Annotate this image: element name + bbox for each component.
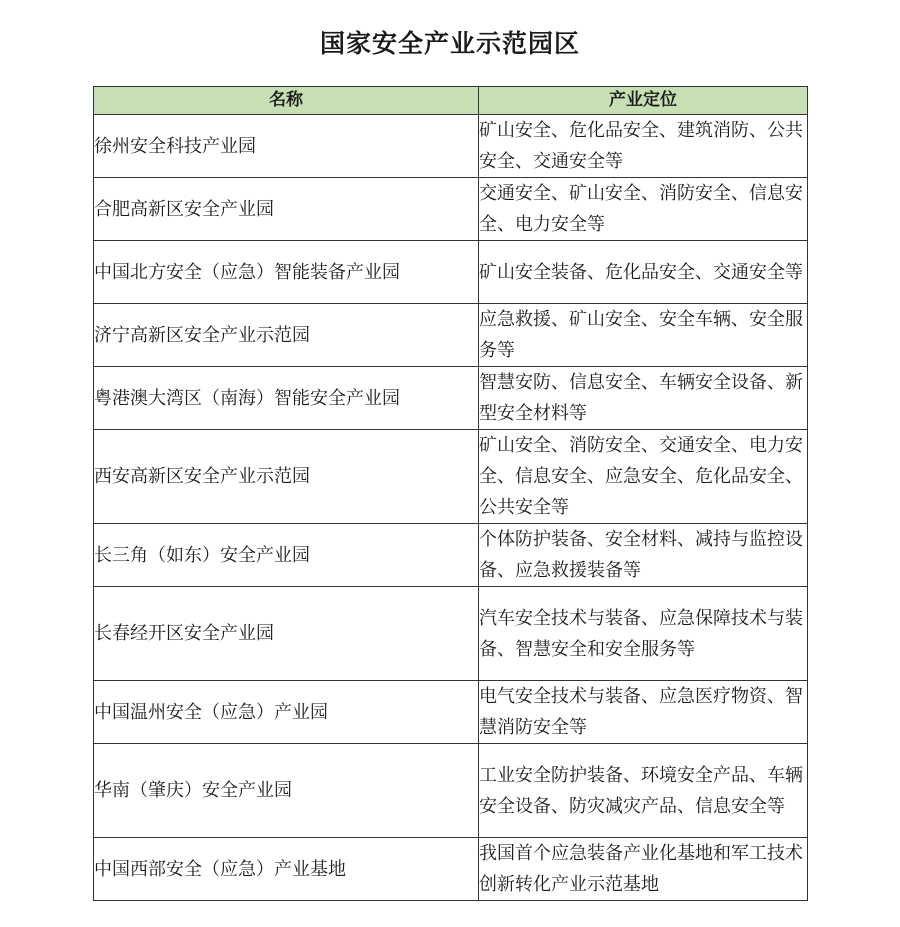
table-row bbox=[94, 367, 808, 430]
park-positioning-cell: 矿山安全、消防安全、交通安全、电力安全、信息安全、应急安全、危化品安全、公共安全等 bbox=[479, 430, 808, 524]
park-positioning-cell: 矿山安全装备、危化品安全、交通安全等 bbox=[479, 241, 808, 304]
park-name-cell: 中国西部安全（应急）产业基地 bbox=[94, 838, 479, 901]
park-name-cell: 徐州安全科技产业园 bbox=[94, 115, 479, 178]
table-row bbox=[94, 241, 808, 304]
park-positioning-cell: 我国首个应急装备产业化基地和军工技术创新转化产业示范基地 bbox=[479, 838, 808, 901]
table-row bbox=[94, 838, 808, 901]
park-name-cell: 华南（肇庆）安全产业园 bbox=[94, 744, 479, 838]
park-positioning-cell: 汽车安全技术与装备、应急保障技术与装备、智慧安全和安全服务等 bbox=[479, 587, 808, 681]
table-row bbox=[94, 524, 808, 587]
park-name-cell: 粤港澳大湾区（南海）智能安全产业园 bbox=[94, 367, 479, 430]
park-name-cell: 中国温州安全（应急）产业园 bbox=[94, 681, 479, 744]
table-row bbox=[94, 587, 808, 681]
park-name-cell: 长三角（如东）安全产业园 bbox=[94, 524, 479, 587]
table-row bbox=[94, 178, 808, 241]
table-row bbox=[94, 681, 808, 744]
page-title: 国家安全产业示范园区 bbox=[319, 29, 580, 58]
column-header-positioning: 产业定位 bbox=[479, 87, 808, 115]
park-name-cell: 西安高新区安全产业示范园 bbox=[94, 430, 479, 524]
park-name-cell: 长春经开区安全产业园 bbox=[94, 587, 479, 681]
park-positioning-cell: 智慧安防、信息安全、车辆安全设备、新型安全材料等 bbox=[479, 367, 808, 430]
park-name-cell: 济宁高新区安全产业示范园 bbox=[94, 304, 479, 367]
park-table bbox=[93, 86, 808, 901]
park-positioning-cell: 个体防护装备、安全材料、减持与监控设备、应急救援装备等 bbox=[479, 524, 808, 587]
column-header-name: 名称 bbox=[94, 87, 479, 115]
park-positioning-cell: 电气安全技术与装备、应急医疗物资、智慧消防安全等 bbox=[479, 681, 808, 744]
park-positioning-cell: 矿山安全、危化品安全、建筑消防、公共安全、交通安全等 bbox=[479, 115, 808, 178]
table-row bbox=[94, 115, 808, 178]
table-row bbox=[94, 304, 808, 367]
park-positioning-cell: 工业安全防护装备、环境安全产品、车辆安全设备、防灾减灾产品、信息安全等 bbox=[479, 744, 808, 838]
park-name-cell: 合肥高新区安全产业园 bbox=[94, 178, 479, 241]
table-row bbox=[94, 744, 808, 838]
table-row bbox=[94, 430, 808, 524]
park-positioning-cell: 应急救援、矿山安全、安全车辆、安全服务等 bbox=[479, 304, 808, 367]
park-name-cell: 中国北方安全（应急）智能装备产业园 bbox=[94, 241, 479, 304]
park-positioning-cell: 交通安全、矿山安全、消防安全、信息安全、电力安全等 bbox=[479, 178, 808, 241]
table-header-row bbox=[94, 87, 808, 115]
